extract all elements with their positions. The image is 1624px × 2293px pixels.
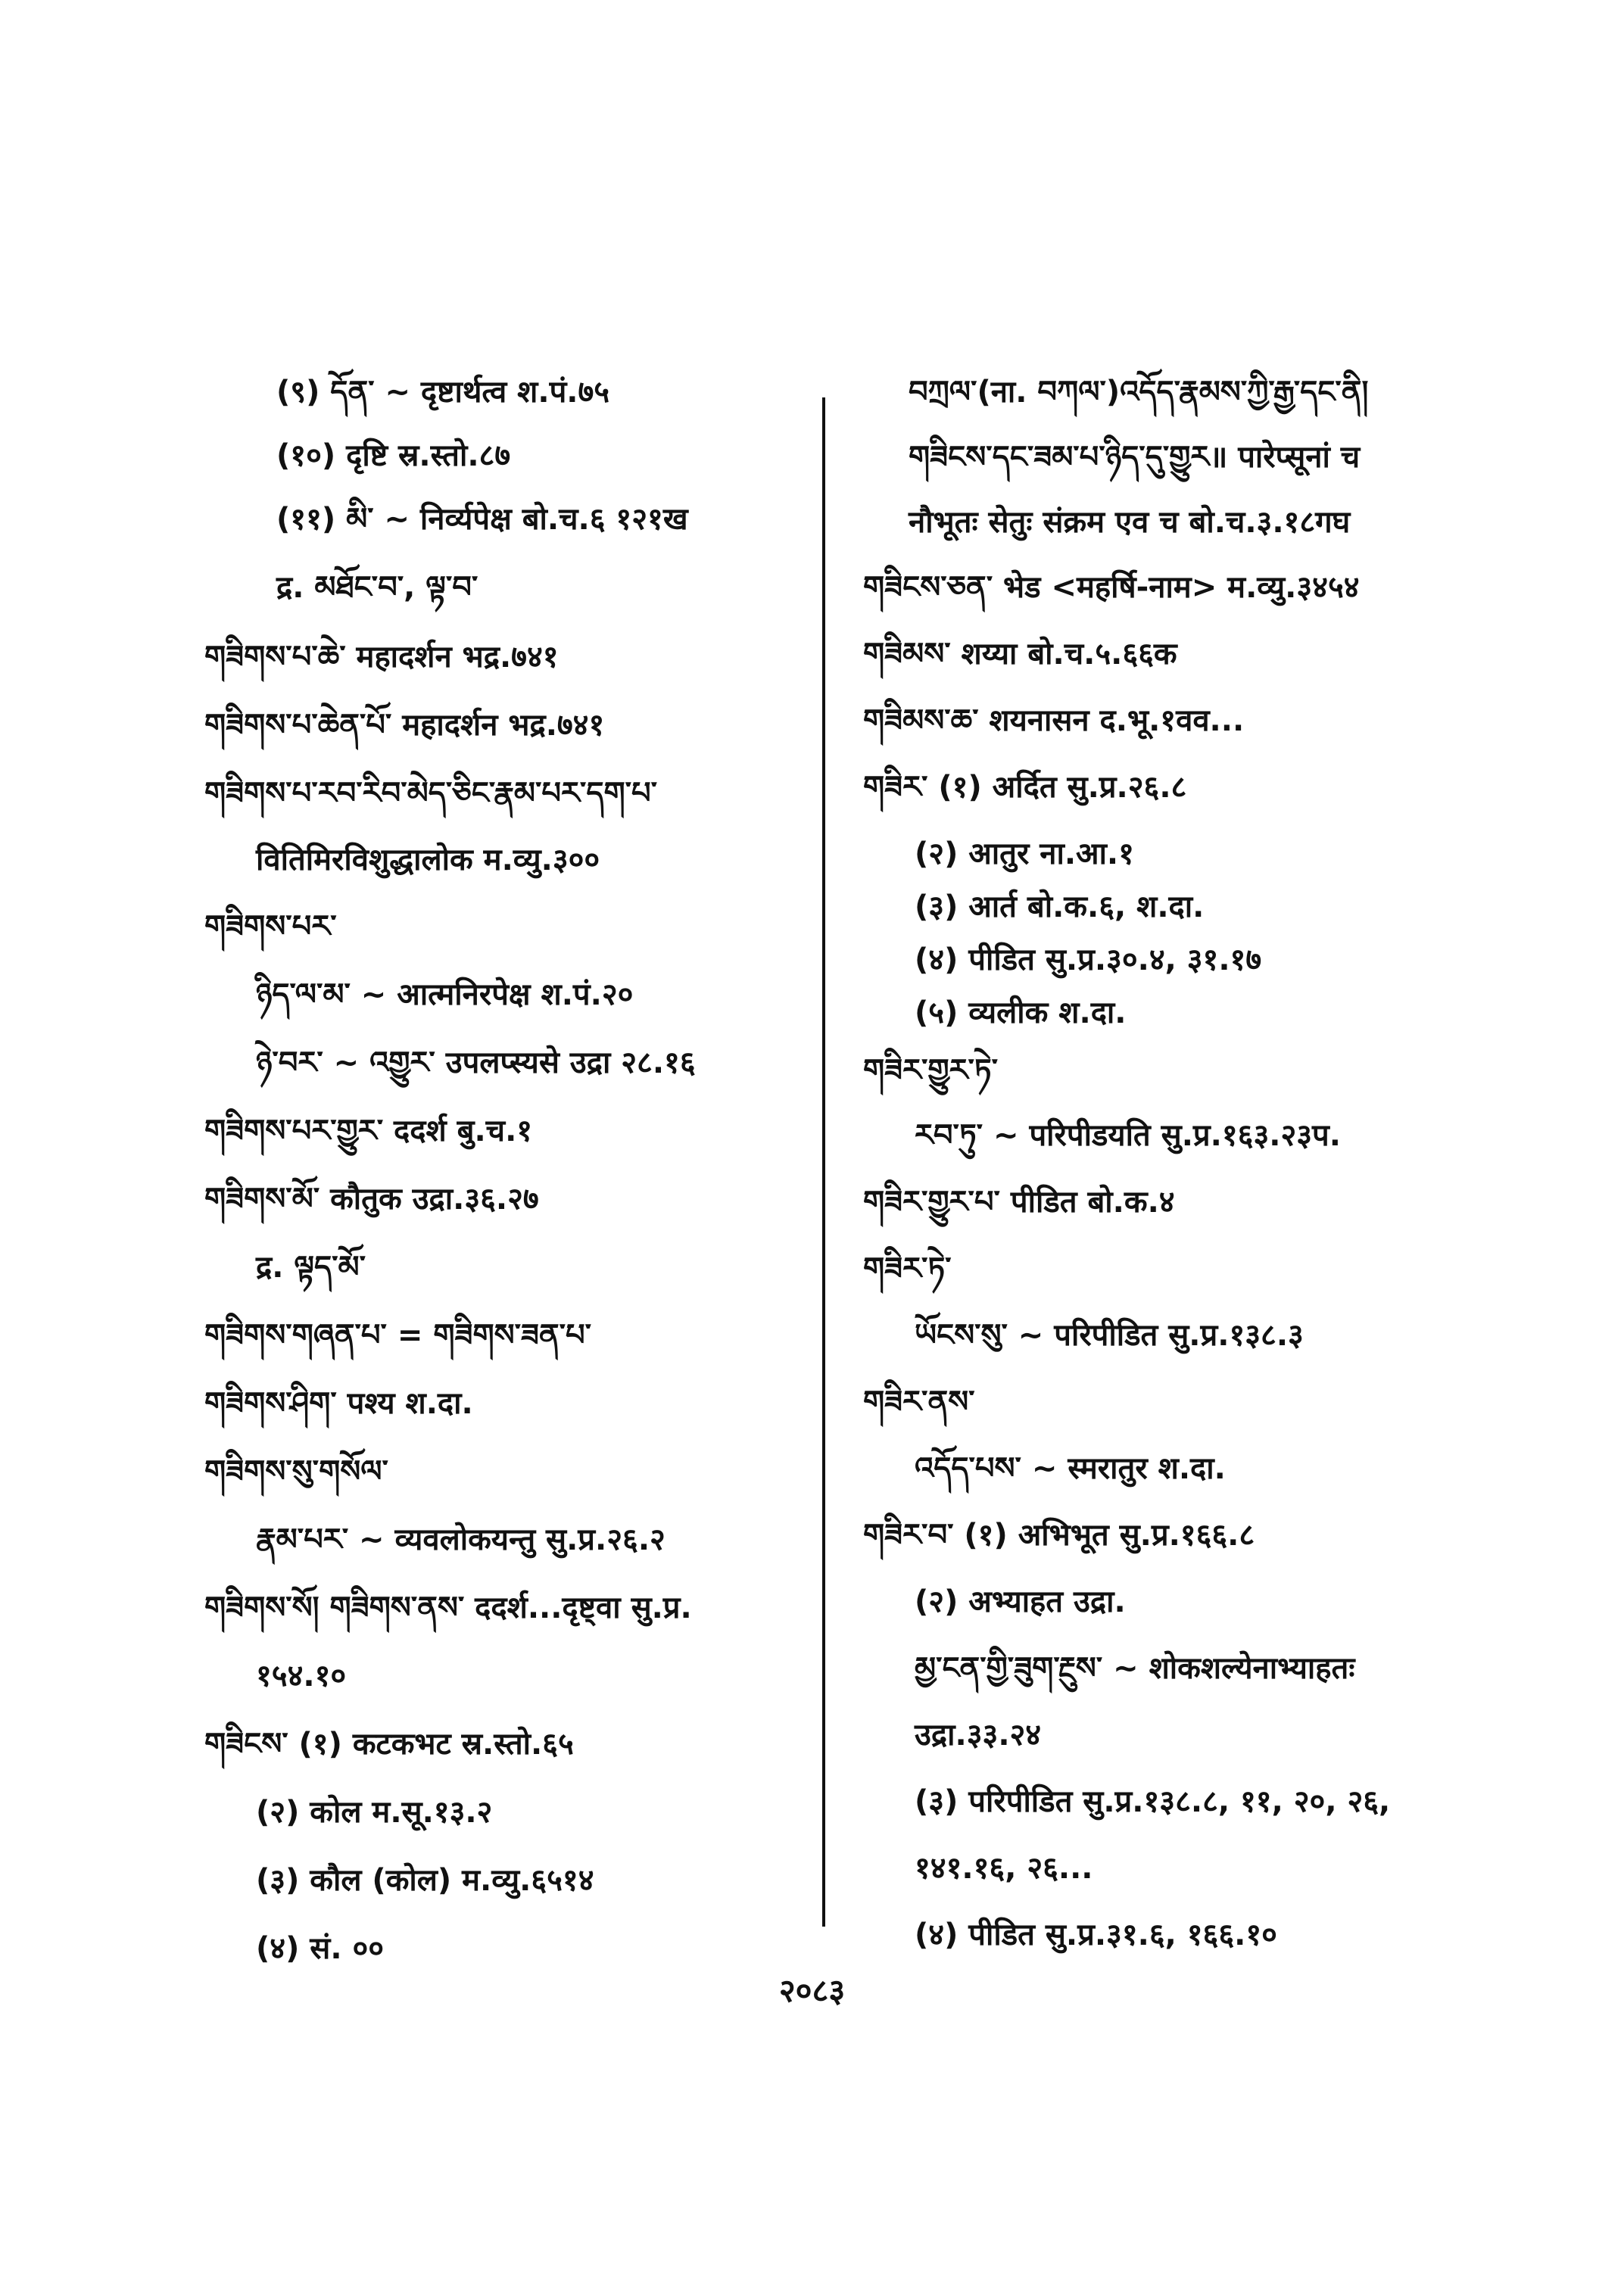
headword-line: གཟིགས་མོ་ कौतुक उद्रा.३६.२७: [204, 1182, 539, 1217]
entry-line: (२) कोल म.सू.१३.२: [256, 1795, 493, 1830]
entry-line: རབ་ཏུ་ ~ परिपीडयति सु.प्र.१६३.२३प.: [915, 1118, 1341, 1153]
entry-line: (४) पीडित सु.प्र.३१.६, १६६.१०: [915, 1918, 1277, 1952]
entry-line: ཉིད་ལ་མ་ ~ आत्मनिरपेक्ष श.पं.२०: [256, 977, 634, 1012]
entry-line: མྱ་ངན་གྱི་ཟུག་རྔུས་ ~ शोकशल्येनाभ्याहतः: [915, 1651, 1355, 1686]
headword-line: གཟིར་བ་ (१) अभिभूत सु.प्र.१६६.८: [863, 1518, 1255, 1553]
headword-line: གཟིགས་པ་ཆེ་ महादर्शन भद्र.७४१: [204, 640, 559, 675]
entry-line: རྣམ་པར་ ~ व्यवलोकयन्तु सु.प्र.२६.२: [256, 1522, 665, 1557]
headword-line: གཟིར་ (१) अर्दित सु.प्र.२६.८: [863, 770, 1187, 805]
entry-line: वितिमिरविशुद्धालोक म.व्यु.३००: [256, 843, 600, 877]
headword-line: གཟིགས་སོ། གཟིགས་ནས་ ददर्श...दृष्ट्वा सु.प्र.: [204, 1590, 692, 1625]
entry-line: (४) सं. ००: [256, 1931, 385, 1966]
headword-line: གཟིངས་ (१) कटकभट स्र.स्तो.६५: [204, 1727, 574, 1762]
entry-line: (१०) दृष्टि स्र.स्तो.८७: [276, 438, 511, 473]
headword-line: གཟིམས་ शय्या बो.च.५.६६क: [863, 637, 1177, 671]
entry-line: (२) अभ्याहत उद्रा.: [915, 1584, 1126, 1619]
entry-line: (३) कौल (कोल) म.व्यु.६५१४: [256, 1863, 594, 1898]
entry-line: (३) परिपीडित सु.प्र.१३८.८, ११, २०, २६,: [915, 1784, 1391, 1819]
headword-line: གཟིར་ནས་: [863, 1385, 975, 1419]
entry-line: ཡོངས་སུ་ ~ परिपीडित सु.प्र.१३८.३: [915, 1318, 1304, 1353]
headword-line: གཟིགས་ཤིག་ पश्य श.दा.: [204, 1386, 473, 1421]
headword-line: གཟིགས་པར་གྱུར་ ददर्श बु.च.१: [204, 1114, 533, 1148]
entry-line: १५४.१०: [256, 1659, 347, 1693]
entry-line: उद्रा.३३.२४: [915, 1718, 1042, 1752]
entry-line: (९) དོན་ ~ दृष्टार्थत्व श.पं.७५: [276, 375, 610, 410]
headword-line: གཟིར་གྱུར་པ་ पीडित बो.क.४: [863, 1185, 1175, 1220]
headword-line: གཟིངས་ཅན་ भेड <महर्षि-नाम> म.व्यु.३४५४: [863, 570, 1360, 605]
page-number: २०८३: [778, 1972, 846, 2009]
entry-line: འདོད་པས་ ~ स्मरातुर श.दा.: [915, 1451, 1226, 1486]
entry-line: བཀྲལ་(ना. བཀལ་)འདོད་རྣམས་ཀྱི་རྒྱ་དང་ནི།: [909, 375, 1369, 410]
column-divider: [822, 397, 825, 1927]
headword-line: གཟིགས་གཞན་པ་ = གཟིགས་ཟན་པ་: [204, 1318, 592, 1353]
entry-line: (४) पीडित सु.प्र.३०.४, ३१.१७: [915, 942, 1262, 977]
headword-line: གཟིར་ཏེ་: [863, 1251, 952, 1286]
headword-line: གཟིགས་པ་རབ་རིབ་མེད་ཅིང་རྣམ་པར་དག་པ་: [204, 776, 658, 811]
headword-line: གཟིགས་སུ་གསོལ་: [204, 1454, 388, 1489]
headword-line: གཟིར་གྱུར་ཏེ་: [863, 1053, 999, 1088]
headword-line: གཟིགས་པ་ཆེན་པོ་ महादर्शन भद्र.७४१: [204, 708, 605, 743]
entry-line: གཟིངས་དང་ཟམ་པ་ཉིད་དུ་གྱུར॥ पारेप्सूनां च: [909, 440, 1361, 475]
entry-line: ཉེ་བར་ ~ འགྱུར་ उपलप्स्यसे उद्रा २८.१६: [256, 1045, 696, 1080]
entry-line: द्र. མཐོང་བ་, ལྟ་བ་: [276, 570, 478, 605]
entry-line: द्र. ལྟད་མོ་: [256, 1250, 366, 1285]
headword-line: གཟིམས་ཆ་ शयनासन द.भू.१वव...: [863, 703, 1245, 738]
entry-line: (२) आतुर ना.आ.१: [915, 837, 1134, 871]
entry-line: (३) आर्त बो.क.६, श.दा.: [915, 889, 1205, 924]
entry-line: (११) མི་ ~ निर्व्यपेक्ष बो.च.६ १२१ख: [276, 502, 688, 537]
entry-line: १४१.१६, २६...: [915, 1851, 1093, 1886]
entry-line: (५) व्यलीक श.दा.: [915, 995, 1127, 1030]
entry-line: नौभूतः सेतुः संक्रम एव च बो.च.३.१८गघ: [909, 505, 1351, 540]
headword-line: གཟིགས་པར་: [204, 909, 337, 944]
